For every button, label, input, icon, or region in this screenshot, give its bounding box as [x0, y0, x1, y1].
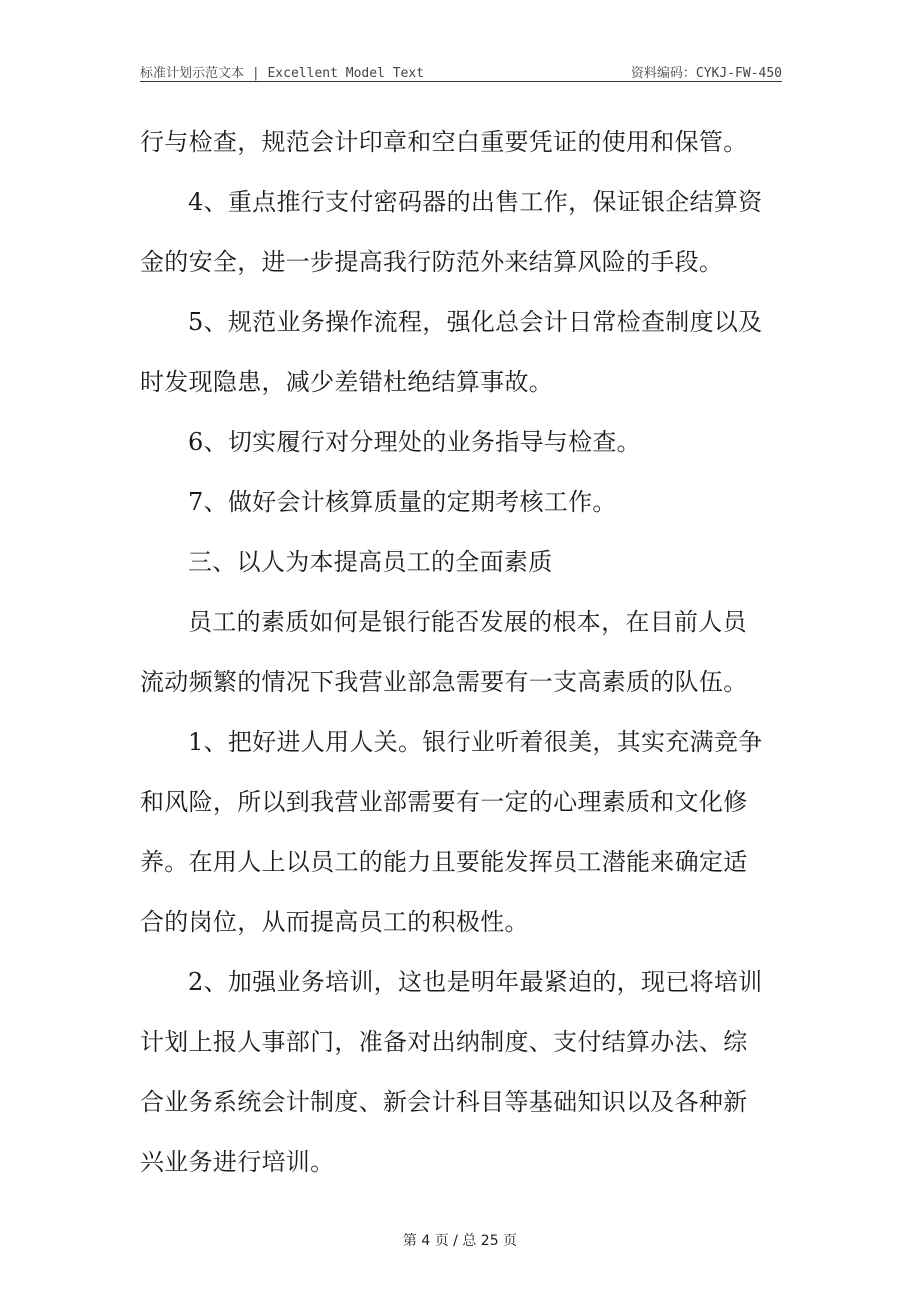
header-document-title: 标准计划示范文本 | Excellent Model Text [140, 66, 425, 81]
body-line: 养。在用人上以员工的能力且要能发挥员工潜能来确定适 [140, 848, 748, 876]
body-line: 6、切实履行对分理处的业务指导与检查。 [188, 428, 641, 456]
body-line: 合的岗位，从而提高员工的积极性。 [140, 908, 529, 936]
body-line: 兴业务进行培训。 [140, 1148, 335, 1176]
body-line: 合业务系统会计制度、新会计科目等基础知识以及各种新 [140, 1088, 748, 1116]
page-number: 第 4 页 / 总 25 页 [402, 1233, 518, 1249]
body-line: 和风险，所以到我营业部需要有一定的心理素质和文化修 [140, 788, 748, 816]
body-line: 1、把好进人用人关。银行业听着很美，其实充满竞争 [188, 728, 763, 756]
body-line: 金的安全，进一步提高我行防范外来结算风险的手段。 [140, 248, 724, 276]
body-line: 2、加强业务培训，这也是明年最紧迫的，现已将培训 [188, 968, 763, 996]
body-line: 员工的素质如何是银行能否发展的根本，在目前人员 [188, 608, 747, 636]
page-header [140, 60, 782, 80]
body-line: 7、做好会计核算质量的定期考核工作。 [188, 488, 617, 516]
header-divider [140, 81, 782, 82]
body-line: 时发现隐患，减少差错杜绝结算事故。 [140, 368, 554, 396]
body-line: 5、规范业务操作流程，强化总会计日常检查制度以及 [188, 308, 763, 336]
body-line: 计划上报人事部门，准备对出纳制度、支付结算办法、综 [140, 1028, 748, 1056]
section-heading: 三、以人为本提高员工的全面素质 [188, 548, 553, 576]
body-line: 行与检查，规范会计印章和空白重要凭证的使用和保管。 [140, 128, 748, 156]
document-body [140, 118, 782, 1198]
body-line: 4、重点推行支付密码器的出售工作，保证银企结算资 [188, 188, 763, 216]
body-line: 流动频繁的情况下我营业部急需要有一支高素质的队伍。 [140, 668, 748, 696]
header-document-code: 资料编码：CYKJ-FW-450 [630, 66, 782, 81]
